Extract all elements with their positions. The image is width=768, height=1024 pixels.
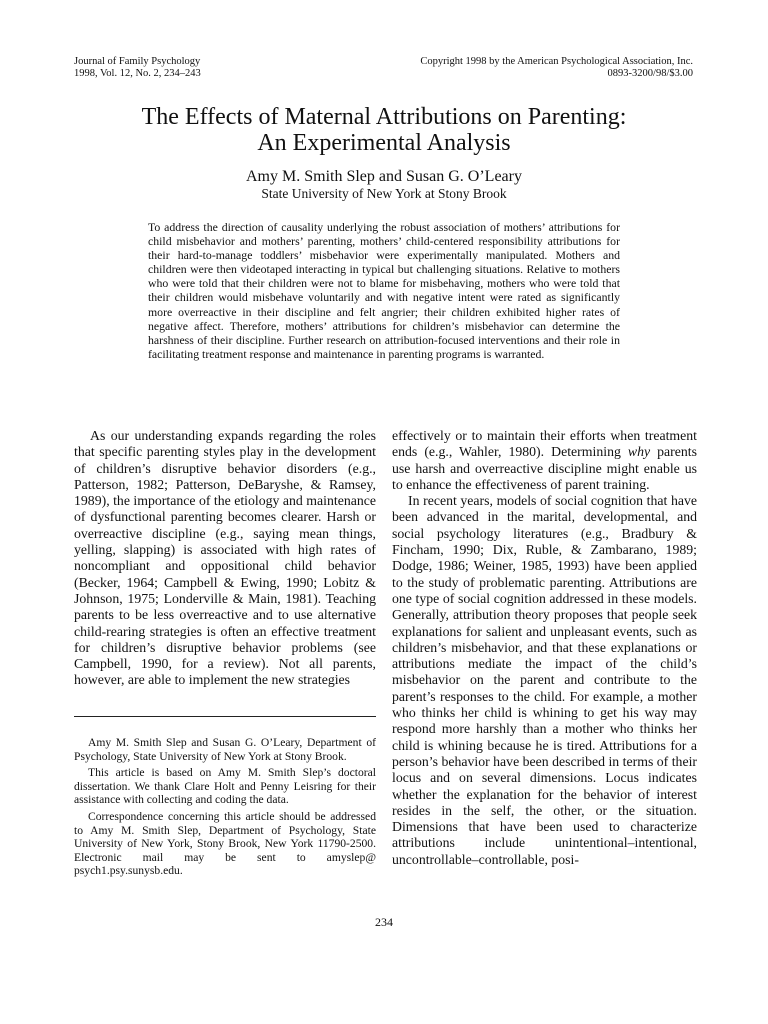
journal-name: Journal of Family Psychology (74, 56, 201, 67)
body-column-right (392, 428, 697, 868)
body-text: effectively or to maintain their efforts when treatment ends (e.g., Wahler, 1980). Determining (392, 428, 697, 460)
author-footnotes (74, 736, 376, 881)
emphasis-text: why (627, 444, 651, 460)
abstract: To address the direction of causality underlying the robust association of mothers’ attributions for child misbehavior and mothers’ parenting, mothers’ child-centered responsibility attributions for their hard-to-manage toddlers’ misbehavior were experimentally manipulated. Mothers and children were then videotaped interacting in typical but challenging situations. Relative to mothers who were told that their children were not to blame for misbehaving, mothers who were told that their children would misbehave voluntarily and with negative intent were rated as significantly more overreactive in their discipline and felt angrier; their children exhibited higher rates of negative affect. Therefore, mothers’ attributions for children’s misbehavior can determine the harshness of their discipline. Further research on attribution-focused interventions and their role in facilitating treatment response and maintenance in parenting programs is warranted. (148, 220, 620, 361)
body-text: parents use harsh and overreactive discipline might enable us to enhance the effectiveness of parent training. (392, 444, 697, 492)
copyright-header (420, 56, 693, 80)
footnote-divider (74, 716, 376, 717)
author-affiliation: State University of New York at Stony Brook (261, 186, 507, 201)
footnote-correspondence: Correspondence concerning this article should be addressed to Amy M. Smith Slep, Department of Psychology, State University of New York, Stony Brook, New York 11790-2500. Electronic mail may be sent to amyslep@ psych1.psy.sunysb.edu. (74, 809, 376, 878)
footnote-acknowledgment: This article is based on Amy M. Smith Slep’s doctoral dissertation. We thank Clare Holt and Penny Leisring for their assistance with collecting and coding the data. (74, 766, 376, 807)
journal-header (74, 56, 201, 80)
body-paragraph: As our understanding expands regarding the roles that specific parenting styles play in the development of children’s disruptive behavior disorders (e.g., Patterson, 1982; Patterson, DeBaryshe, & Ramsey, 1989), the importance of the etiology and maintenance of dysfunctional parenting becomes clearer. Harsh or overreactive discipline (e.g., saying mean things, yelling, slapping) is associated with high rates of noncompliant and oppositional child behavior (Becker, 1964; Campbell & Ewing, 1990; Lobitz & Johnson, 1975; Londerville & Main, 1981). Teaching parents to be less overreactive and to use alternative child-rearing strategies is often an effective treatment for children’s disruptive behavior problems (see Campbell, 1990, for a review). Not all parents, however, are able to implement the new strategies (74, 428, 376, 688)
author-names: Amy M. Smith Slep and Susan G. O’Leary (246, 168, 522, 185)
article-title (60, 104, 708, 156)
body-column-left (74, 428, 376, 689)
title-line-1: The Effects of Maternal Attributions on Parenting: (141, 104, 627, 130)
journal-citation: 1998, Vol. 12, No. 2, 234–243 (74, 68, 201, 79)
body-paragraph-continued (392, 428, 697, 493)
footnote-affiliation: Amy M. Smith Slep and Susan G. O’Leary, Department of Psychology, State University of New York at Stony Brook. (74, 736, 376, 763)
price-code: 0893-3200/98/$3.00 (607, 68, 693, 79)
body-paragraph: In recent years, models of social cognition that have been advanced in the marital, developmental, and social psychology literatures (e.g., Bradbury & Fincham, 1990; Dix, Ruble, & Zambarano, 1989; Dodge, 1986; Weiner, 1985, 1993) have been applied to the study of problematic parenting. Attributions are one type of social cognition addressed in these models. Generally, attribution theory proposes that people seek explanations for salient and unpleasant events, such as children’s misbehavior, and that these explanations or attributions mediate the impact of the child’s misbehavior on the parent and contribute to the parent’s responses to the child. For example, a mother who thinks her child is whining to get his way may respond more harshly than a mother who thinks her child is whining because he is tired. Attributions for a person’s behavior have been described in terms of their locus and on several dimensions. Locus indicates whether the explanation for the behavior of interest resides in the self, the other, or the situation. Dimensions that have been used to characterize attributions include unintentional–intentional, uncontrollable–controllable, posi- (392, 493, 697, 867)
page-number: 234 (375, 915, 393, 929)
title-line-2: An Experimental Analysis (257, 130, 511, 156)
copyright-line: Copyright 1998 by the American Psychological Association, Inc. (420, 56, 693, 67)
